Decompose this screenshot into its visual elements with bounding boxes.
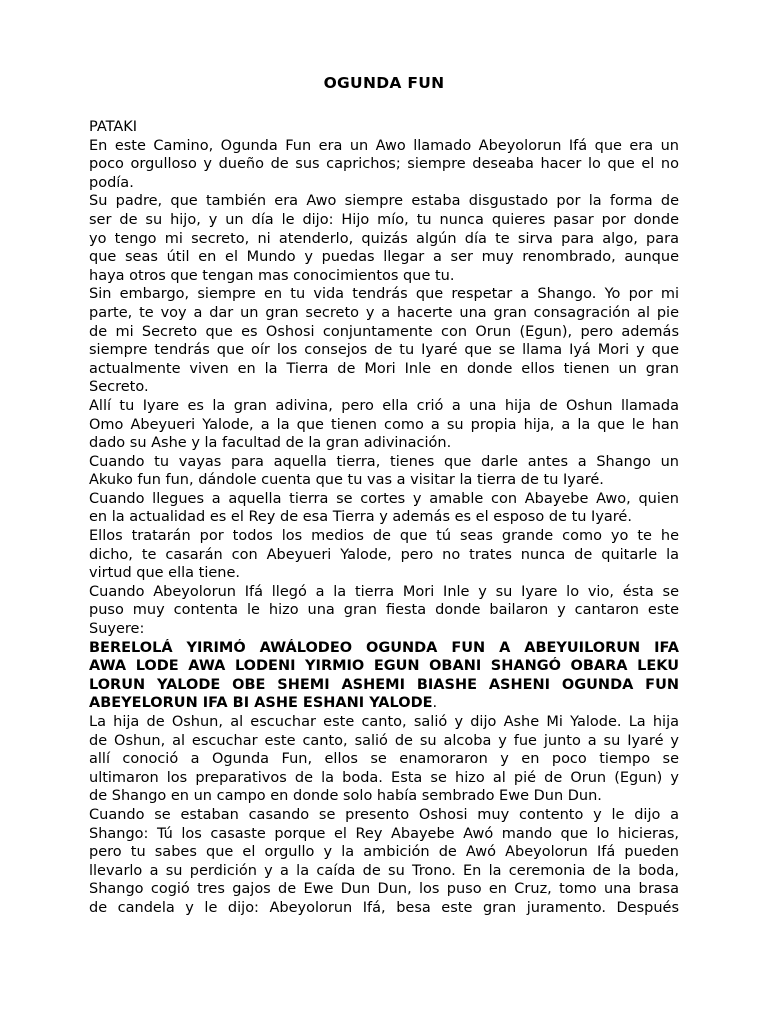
text-line: llevarlo a su perdición y a la caída de su Trono. En la ceremonia de la boda, xyxy=(89,862,679,879)
suyere-line xyxy=(89,694,679,713)
text-line: Cuando Abeyolorun Ifá llegó a la tierra Mori Inle y su Iyare lo vio, ésta se xyxy=(89,583,679,600)
text-line: de Oshun, al escuchar este canto, salió de su alcoba y fue junto a su Iyaré y xyxy=(89,732,679,749)
text-line: En este Camino, Ogunda Fun era un Awo llamado Abeyolorun Ifá que era un xyxy=(89,137,679,154)
text-line: de candela y le dijo: Abeyolorun Ifá, besa este gran juramento. Después xyxy=(89,899,679,916)
text-line: actualmente viven en la Tierra de Mori Inle en donde ellos tienen un gran xyxy=(89,360,679,377)
text-line: puso muy contenta le hizo una gran fiesta donde bailaron y cantaron este xyxy=(89,602,679,619)
text-line: Cuando se estaban casando se presento Oshosi muy contento y le dijo a xyxy=(89,806,679,823)
suyere-line: LORUN YALODE OBE SHEMI ASHEMI BIASHE ASHENI OGUNDA FUN xyxy=(89,676,679,693)
text-line: haya otros que tengan mas conocimientos que tu. xyxy=(89,267,455,284)
text-line: dicho, te casarán con Abeyueri Yalode, pero no trates nunca de quitarle la xyxy=(89,546,679,563)
text-line: de mi Secreto que es Oshosi conjuntamente con Orun (Egun), pero además xyxy=(89,323,679,340)
document-body xyxy=(89,118,679,918)
paragraph-block xyxy=(89,137,679,639)
text-line: podía. xyxy=(89,174,134,191)
text-line: Ellos tratarán por todos los medios de que tú seas grande como yo te he xyxy=(89,528,679,545)
text-line: Suyere: xyxy=(89,621,145,638)
text-line: parte, te voy a dar un gran secreto y a hacerte una gran consagración al pie xyxy=(89,304,679,321)
suyere-line-text: ABEYELORUN IFA BI ASHE ESHANI YALODE xyxy=(89,695,433,712)
text-line: Shango cogió tres gajos de Ewe Dun Dun, los puso en Cruz, tomo una brasa xyxy=(89,881,679,898)
section-heading: PATAKI xyxy=(89,119,138,135)
text-line: pero tu sabes que el orgullo y la ambición de Awó Abeyolorun Ifá pueden xyxy=(89,844,679,861)
text-line: Cuando tu vayas para aquella tierra, tienes que darle antes a Shango un xyxy=(89,453,679,470)
suyere-end-punct: . xyxy=(432,695,438,712)
text-line: de Shango en un campo en donde solo había sembrado Ewe Dun Dun. xyxy=(89,788,602,805)
text-line: que seas útil en el Mundo y puedas llegar a ser muy renombrado, aunque xyxy=(89,249,679,266)
paragraph-block-after xyxy=(89,713,679,918)
text-line: poco orgulloso y dueño de sus caprichos; siempre deseaba hacer lo que el no xyxy=(89,156,679,173)
text-line: Allí tu Iyare es la gran adivina, pero ella crió a una hija de Oshun llamada xyxy=(89,397,679,414)
text-line: virtud que ella tiene. xyxy=(89,565,241,582)
text-line: yo tengo mi secreto, ni atenderlo, quizás algún día te sirva para algo, para xyxy=(89,230,679,247)
text-line: La hija de Oshun, al escuchar este canto, salió y dijo Ashe Mi Yalode. La hija xyxy=(89,714,679,730)
text-line: Cuando llegues a aquella tierra se cortes y amable con Abayebe Awo, quien xyxy=(89,490,679,507)
document-title: OGUNDA FUN xyxy=(323,74,445,92)
text-line: Akuko fun fun, dándole cuenta que tu vas a visitar la tierra de tu Iyaré. xyxy=(89,472,604,489)
text-line: Secreto. xyxy=(89,379,149,396)
suyere-line: AWA LODE AWA LODENI YIRMIO EGUN OBANI SHANGÓ OBARA LEKU xyxy=(89,658,679,675)
suyere-block xyxy=(89,639,679,713)
text-line: ultimaron los preparativos de la boda. Esta se hizo al pié de Orun (Egun) y xyxy=(89,769,679,786)
suyere-line: BERELOLÁ YIRIMÓ AWÁLODEO OGUNDA FUN A ABEYUILORUN IFA xyxy=(89,639,679,656)
text-line: Su padre, que también era Awo siempre estaba disgustado por la forma de xyxy=(89,193,679,210)
text-line: Shango: Tú los casaste porque el Rey Abayebe Awó mando que lo hicieras, xyxy=(89,825,679,842)
text-line: ser de su hijo, y un día le dijo: Hijo mío, tu nunca quieres pasar por donde xyxy=(89,211,679,228)
text-line: allí conoció a Ogunda Fun, ellos se enamoraron y en poco tiempo se xyxy=(89,751,679,768)
text-line: Omo Abeyueri Yalode, a la que tienen como a su propia hija, a la que le han xyxy=(89,416,679,433)
text-line: dado su Ashe y la facultad de la gran adivinación. xyxy=(89,435,452,452)
text-line: siempre tendrás que oír los consejos de tu Iyaré que se llama Iyá Mori y que xyxy=(89,342,679,359)
text-line: en la actualidad es el Rey de esa Tierra y además es el esposo de tu Iyaré. xyxy=(89,509,632,526)
text-line: Sin embargo, siempre en tu vida tendrás que respetar a Shango. Yo por mi xyxy=(89,286,679,303)
